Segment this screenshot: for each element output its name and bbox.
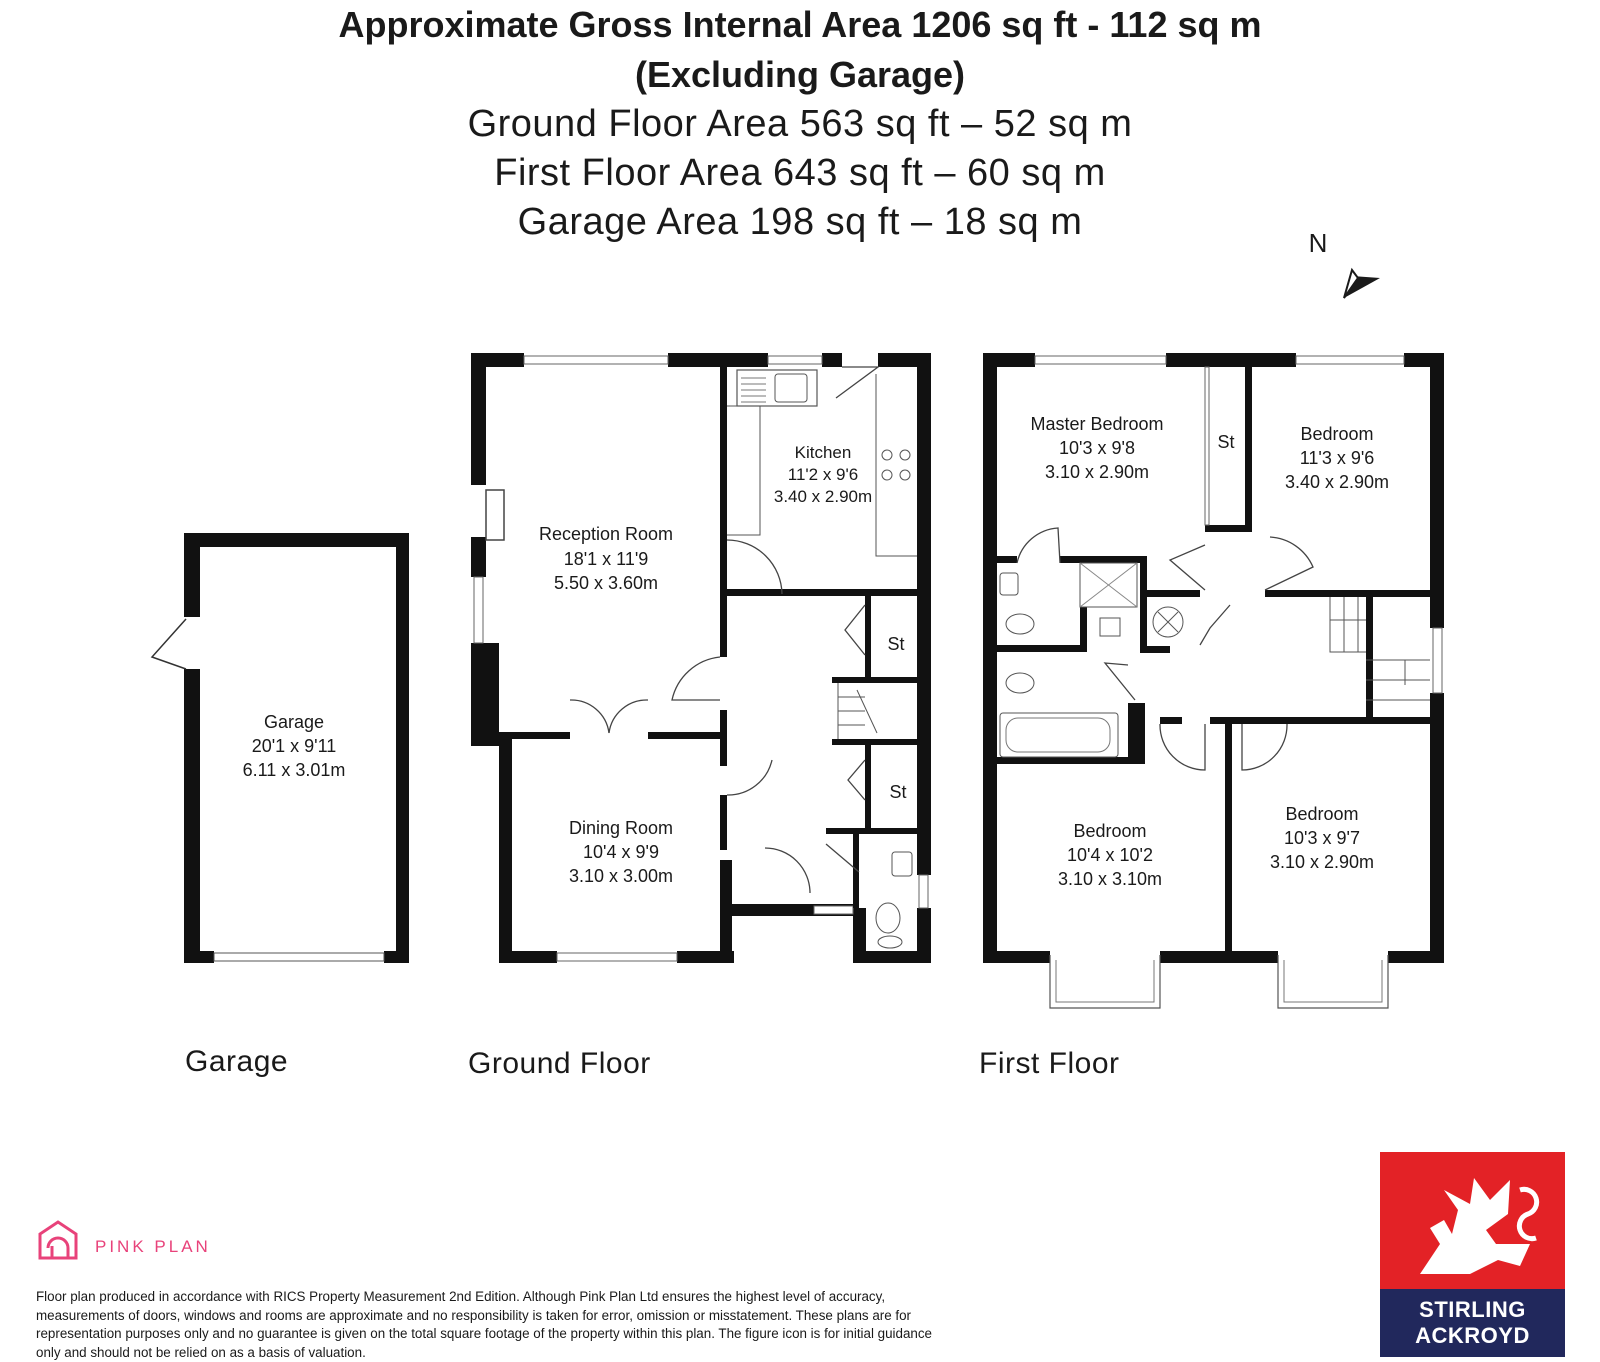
ground-floor-label: Ground Floor	[468, 1047, 651, 1080]
reception-room-imperial: 18'1 x 11'9	[563, 549, 649, 569]
garage-room-name: Garage	[263, 712, 325, 732]
master-bedroom-name: Master Bedroom	[1030, 414, 1164, 434]
agent-name-line-2: ACKROYD	[1415, 1323, 1530, 1348]
reception-room-name: Reception Room	[538, 524, 674, 544]
first-floor-area: First Floor Area 643 sq ft – 60 sq m	[494, 152, 1106, 194]
reception-room-metric: 5.50 x 3.60m	[553, 573, 659, 593]
disclaimer-text: Floor plan produced in accordance with RICS Property Measurement 2nd Edition. Although Pink Plan Ltd ensures the highest level of accuracy, measurements of doors, windows and rooms are approximate and no responsibility is taken for error, omission or misstatement. These plans are for representation purposes only and no guarantee is given on the total square footage of the property within this plan. The figure icon is for initial guidance only and should not be relied on as a basis of valuation.	[36, 1289, 933, 1360]
stirling-ackroyd-logo	[1380, 1152, 1565, 1357]
dining-room-metric: 3.10 x 3.00m	[568, 866, 674, 886]
pink-plan-logo-icon	[36, 1218, 80, 1262]
bedroom-4-imperial: 10'3 x 9'7	[1284, 828, 1360, 848]
first-floor-label: First Floor	[979, 1047, 1120, 1080]
bedroom-4-metric: 3.10 x 2.90m	[1269, 852, 1375, 872]
north-arrow-icon	[1309, 228, 1380, 298]
title-line-2: (Excluding Garage)	[634, 54, 966, 95]
bedroom-2-metric: 3.40 x 2.90m	[1284, 472, 1390, 492]
griffin-icon	[1400, 1170, 1550, 1280]
storage-label-3: St	[1217, 432, 1235, 452]
agent-name-line-1: STIRLING	[1419, 1297, 1526, 1322]
title-line-1: Approximate Gross Internal Area 1206 sq ft - 112 sq m	[338, 4, 1262, 45]
bedroom-2-name: Bedroom	[1300, 424, 1374, 444]
north-label: N	[1308, 228, 1328, 258]
kitchen-room-metric: 3.40 x 2.90m	[773, 487, 873, 506]
first-floor-plan	[983, 353, 1444, 1008]
garage-room-imperial: 20'1 x 9'11	[251, 736, 337, 756]
garage-area: Garage Area 198 sq ft – 18 sq m	[517, 201, 1083, 243]
storage-label-1: St	[887, 634, 905, 654]
dining-room-name: Dining Room	[568, 818, 674, 838]
ground-floor-area: Ground Floor Area 563 sq ft – 52 sq m	[467, 103, 1133, 145]
bedroom-3-imperial: 10'4 x 10'2	[1067, 845, 1153, 865]
garage-plan	[152, 533, 409, 963]
storage-label-2: St	[889, 782, 907, 802]
garage-room-metric: 6.11 x 3.01m	[242, 760, 346, 780]
pink-plan-wordmark: PINK PLAN	[95, 1237, 211, 1256]
dining-room-imperial: 10'4 x 9'9	[583, 842, 659, 862]
ground-floor-plan	[471, 353, 931, 963]
master-bedroom-metric: 3.10 x 2.90m	[1044, 462, 1150, 482]
kitchen-room-name: Kitchen	[794, 443, 852, 462]
master-bedroom-imperial: 10'3 x 9'8	[1059, 438, 1135, 458]
garage-floor-label: Garage	[185, 1045, 289, 1078]
bedroom-2-imperial: 11'3 x 9'6	[1299, 448, 1375, 468]
bedroom-3-name: Bedroom	[1073, 821, 1147, 841]
bedroom-3-metric: 3.10 x 3.10m	[1057, 869, 1163, 889]
kitchen-room-imperial: 11'2 x 9'6	[787, 465, 859, 484]
bedroom-4-name: Bedroom	[1285, 804, 1359, 824]
